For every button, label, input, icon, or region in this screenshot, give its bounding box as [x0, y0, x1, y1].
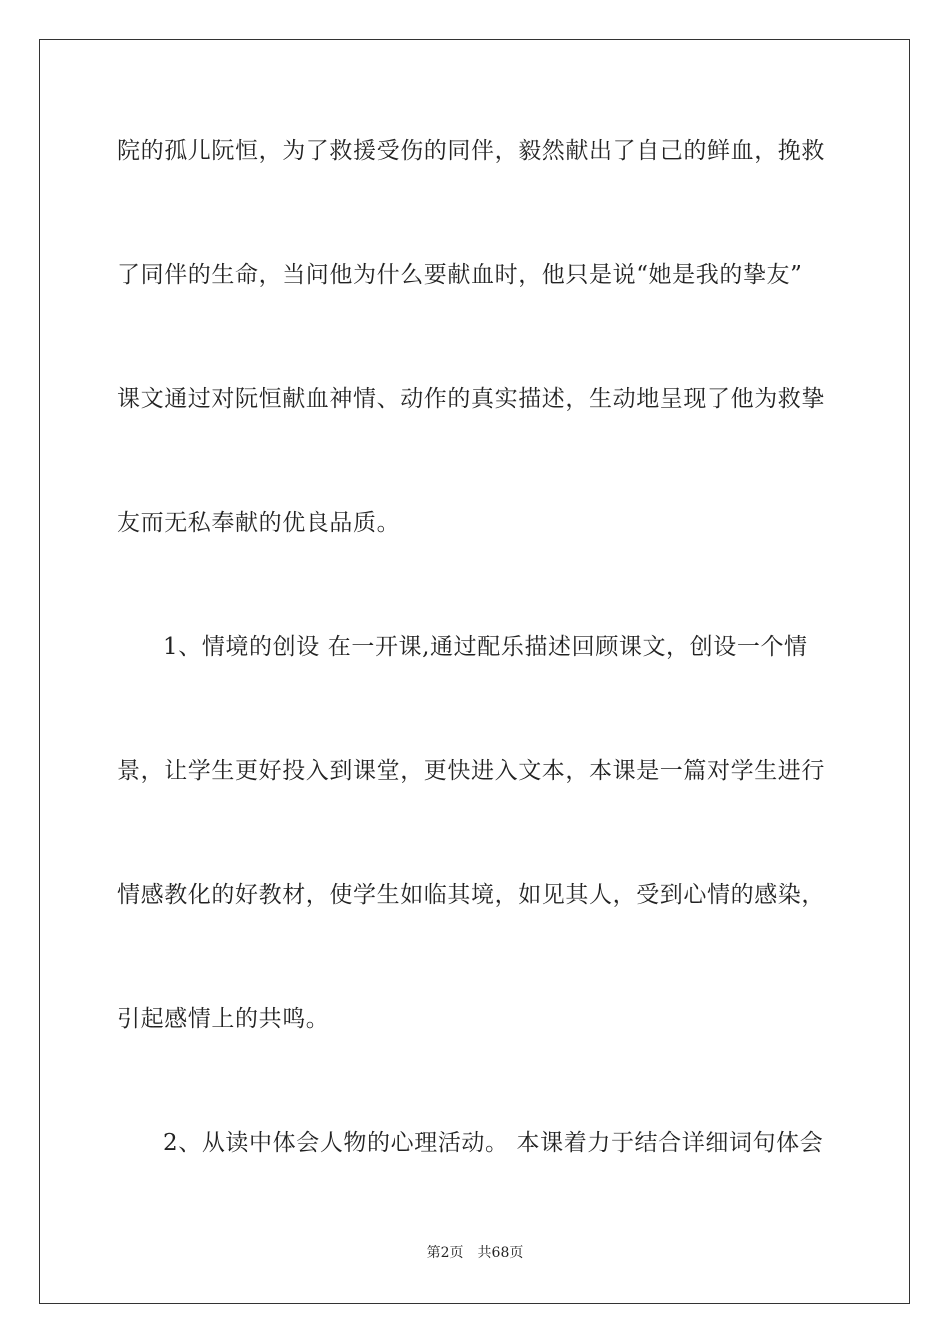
paragraph-line-5: 1、情境的创设 在一开课,通过配乐描述回顾课文，创设一个情: [163, 634, 808, 660]
paragraph-line-7: 情感教化的好教材，使学生如临其境，如见其人，受到心情的感染，: [117, 882, 825, 908]
paragraph-line-1: 院的孤儿阮恒，为了救援受伤的同伴，毅然献出了自己的鲜血，挽救: [117, 138, 825, 164]
paragraph-line-4: 友而无私奉献的优良品质。: [117, 510, 401, 536]
page-number: 第2页: [426, 1245, 464, 1261]
paragraph-line-6: 景，让学生更好投入到课堂，更快进入文本，本课是一篇对学生进行: [117, 758, 825, 784]
paragraph-line-9: 2、从读中体会人物的心理活动。 本课着力于结合详细词句体会: [163, 1130, 824, 1156]
paragraph-line-2: 了同伴的生命，当问他为什么要献血时，他只是说“她是我的挚友”: [117, 262, 803, 288]
paragraph-line-8: 引起感情上的共鸣。: [117, 1006, 330, 1032]
paragraph-line-3: 课文通过对阮恒献血神情、动作的真实描述，生动地呈现了他为救挚: [117, 386, 825, 412]
page-footer: [0, 1244, 950, 1262]
page-border: [39, 39, 910, 1304]
page-total: 共68页: [477, 1245, 524, 1261]
